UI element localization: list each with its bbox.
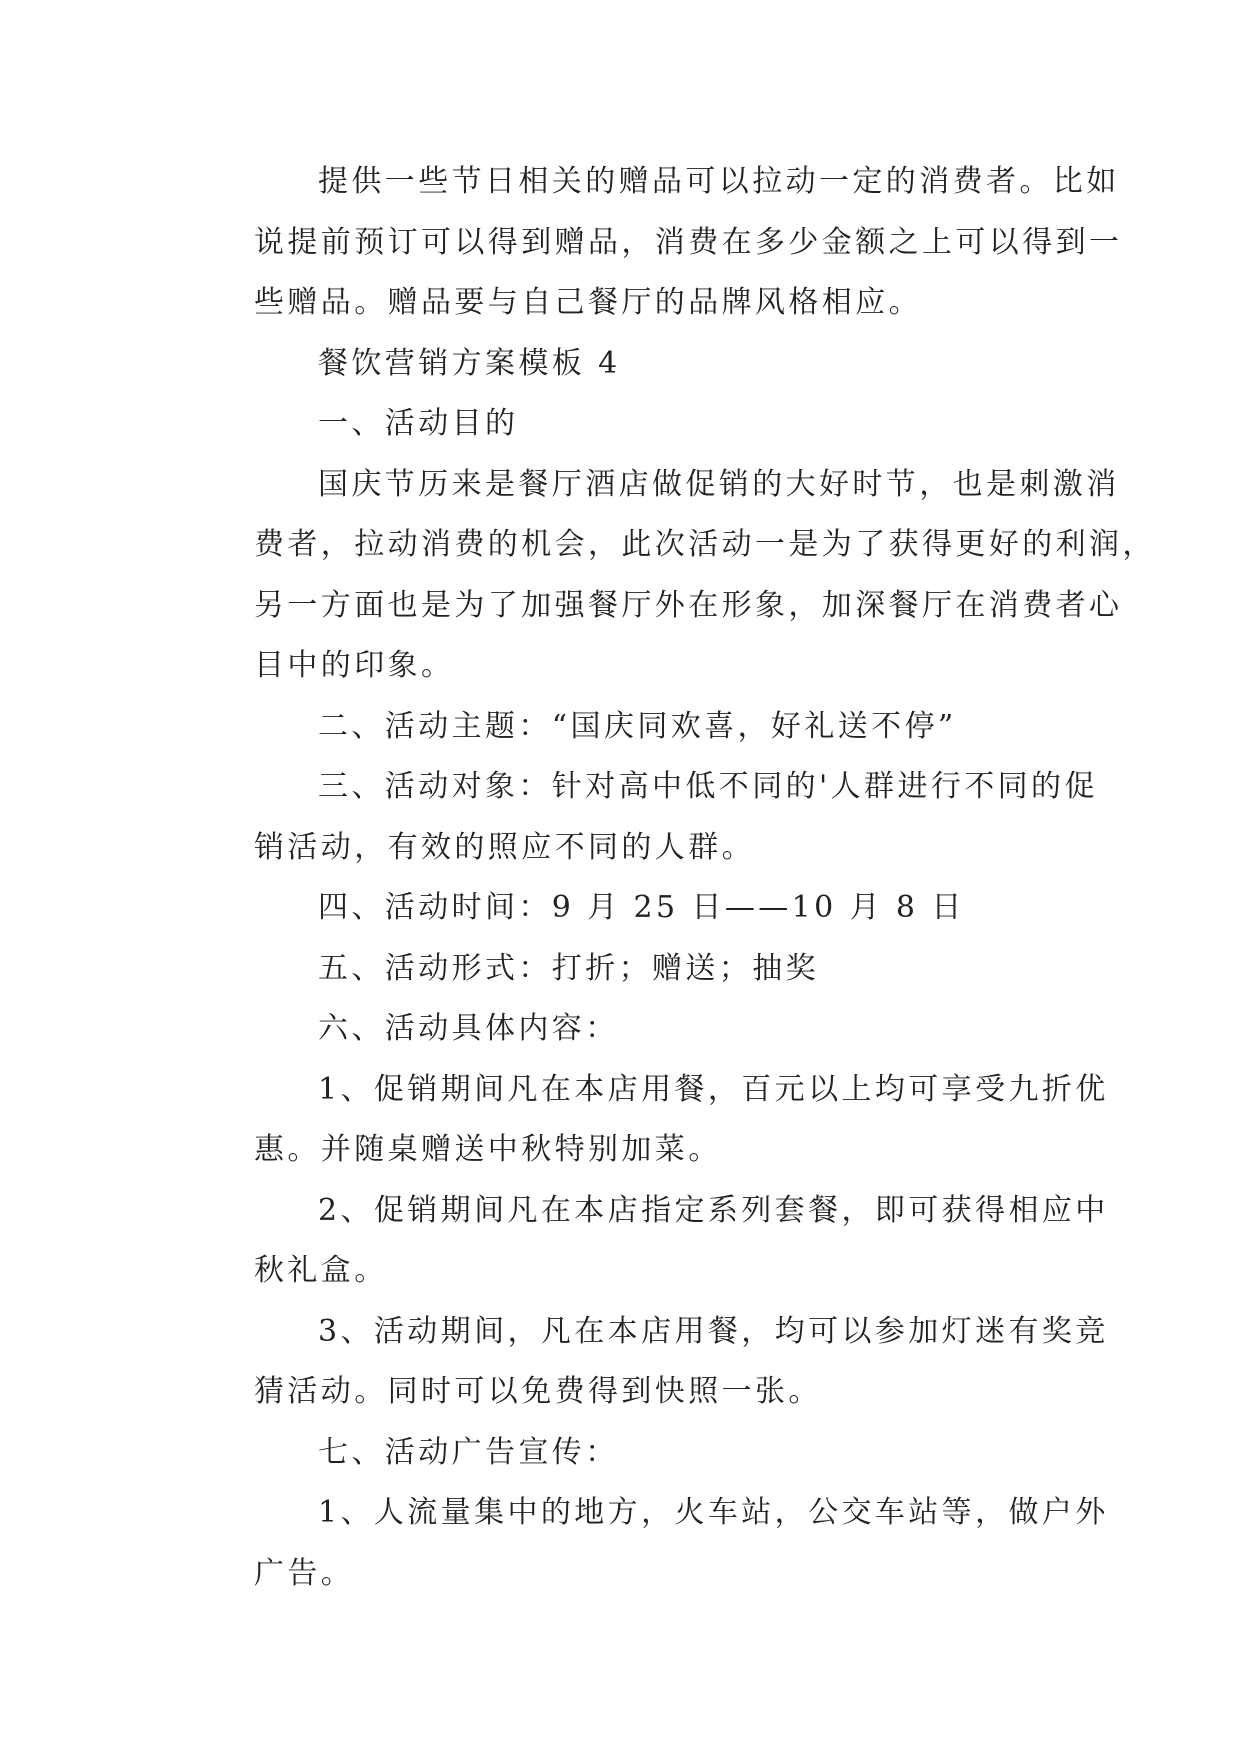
text-line: 惠。并随桌赠送中秋特别加菜。: [254, 1132, 722, 1167]
text-line: 另一方面也是为了加强餐厅外在形象，加深餐厅在消费者心: [254, 587, 1123, 623]
text-line: 四、活动时间：9 月 25 日——10 月 8 日: [318, 890, 965, 925]
text-line: 1、促销期间凡在本店用餐，百元以上均可享受九折优: [318, 1071, 1109, 1107]
text-line: 猜活动。同时可以免费得到快照一张。: [254, 1374, 822, 1409]
text-line: 提供一些节日相关的赠品可以拉动一定的消费者。比如: [318, 164, 1120, 199]
text-line: 餐饮营销方案模板 4: [318, 345, 621, 381]
heading-form: [190, 939, 1050, 1000]
heading-purpose: [190, 394, 1050, 455]
text-line: 七、活动广告宣传：: [318, 1434, 619, 1470]
list-item-content-3: [190, 1302, 1109, 1423]
text-line: 六、活动具体内容：: [318, 1011, 619, 1046]
text-line: 3、活动期间，凡在本店用餐，均可以参加灯迷有奖竞: [318, 1313, 1109, 1349]
text-line: 目中的印象。: [254, 648, 455, 683]
text-line: 说提前预订可以得到赠品，消费在多少金额之上可以得到一: [254, 224, 1123, 260]
text-line: 一、活动目的: [318, 406, 519, 441]
text-line: 费者，拉动消费的机会，此次活动一是为了获得更好的利润，: [254, 527, 1156, 562]
list-item-content-1: [190, 1060, 1109, 1181]
list-item-content-2: [190, 1181, 1109, 1302]
text-line: 广告。: [254, 1555, 355, 1591]
heading-ads: [190, 1423, 1050, 1484]
section-title: [190, 334, 1050, 395]
text-line: 销活动，有效的照应不同的人群。: [254, 829, 755, 865]
paragraph-gift-intro: [190, 152, 1123, 334]
text-line: 三、活动对象：针对高中低不同的'人群进行不同的促: [318, 769, 1098, 804]
heading-time: [190, 878, 1050, 939]
text-line: 1、人流量集中的地方，火车站，公交车站等，做户外: [318, 1495, 1109, 1530]
text-line: 些赠品。赠品要与自己餐厅的品牌风格相应。: [254, 285, 922, 320]
list-item-ads-1: [190, 1483, 1109, 1604]
paragraph-purpose: [190, 455, 1156, 697]
document-body: [190, 152, 1156, 1604]
heading-theme: [190, 697, 1050, 758]
text-line: 五、活动形式：打折；赠送；抽奖: [318, 950, 819, 986]
heading-content: [190, 999, 1050, 1060]
text-line: 2、促销期间凡在本店指定系列套餐，即可获得相应中: [318, 1192, 1109, 1228]
text-line: 秋礼盒。: [254, 1253, 388, 1288]
text-line: 二、活动主题：“国庆同欢喜，好礼送不停”: [318, 708, 957, 744]
text-line: 国庆节历来是餐厅酒店做促销的大好时节，也是刺激消: [318, 466, 1120, 502]
paragraph-audience: [190, 757, 1098, 878]
